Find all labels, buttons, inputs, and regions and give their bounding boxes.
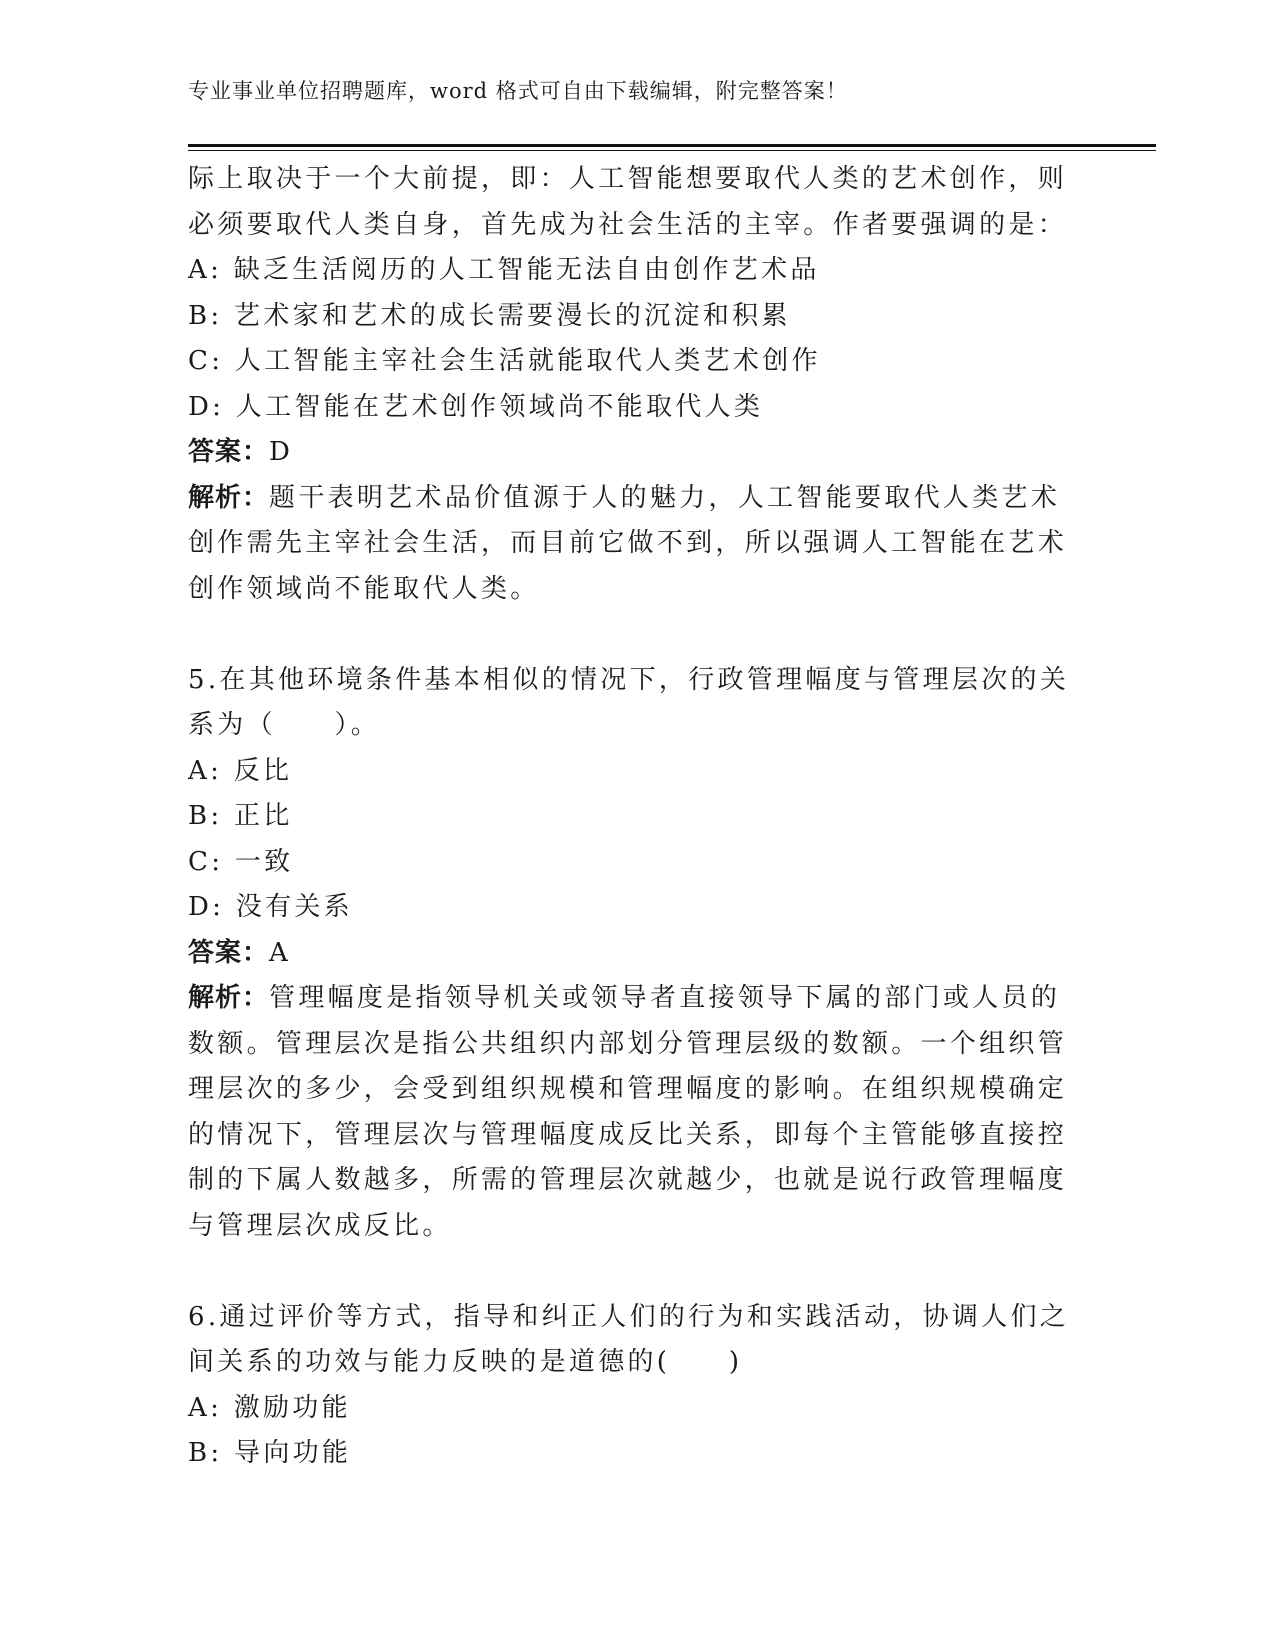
analysis-label: 解析： (188, 983, 270, 1013)
answer-value: A (269, 937, 292, 968)
q5-stem-line: 5.在其他环境条件基本相似的情况下，行政管理幅度与管理层次的关 (188, 664, 1070, 695)
q5-analysis-line (188, 976, 1061, 1022)
q5-analysis-line: 制的下属人数越多，所需的管理层次就越少，也就是说行政管理幅度 (188, 1165, 1068, 1195)
q4-analysis-line (188, 476, 1061, 522)
q4-option-c: C: 人工智能主宰社会生活就能取代人类艺术创作 (188, 346, 821, 376)
q4-stem-line: 际上取决于一个大前提，即：人工智能想要取代人类的艺术创作，则 (188, 164, 1068, 194)
q5-answer (188, 931, 1058, 977)
page-header-text: 专业事业单位招聘题库，word 格式可自由下载编辑，附完整答案！ (188, 79, 848, 103)
q4-stem-line: 必须要取代人类自身，首先成为社会生活的主宰。作者要强调的是： (188, 209, 1068, 240)
q4-analysis-line: 创作需先主宰社会生活，而目前它做不到，所以强调人工智能在艺术 (188, 528, 1068, 558)
q5-option-b: B: 正比 (188, 801, 293, 831)
header-rule-thin (188, 150, 1156, 151)
q6-stem-line: 6.通过评价等方式，指导和纠正人们的行为和实践活动，协调人们之 (188, 1301, 1070, 1332)
header-rule-thick (188, 144, 1156, 147)
q4-option-d: D: 人工智能在艺术创作领域尚不能取代人类 (188, 391, 764, 422)
answer-label: 答案： (188, 437, 270, 467)
q6-stem-line: 间关系的功效与能力反映的是道德的( ) (188, 1347, 743, 1377)
spacer (188, 612, 1058, 658)
analysis-text: 题干表明艺术品价值源于人的魅力，人工智能要取代人类艺术 (269, 482, 1061, 513)
q5-analysis-line: 与管理层次成反比。 (188, 1210, 452, 1241)
q5-analysis-line: 的情况下，管理层次与管理幅度成反比关系，即每个主管能够直接控 (188, 1119, 1068, 1150)
answer-value: D (269, 437, 294, 467)
q4-answer (188, 430, 1058, 476)
q5-option-c: C: 一致 (188, 846, 294, 877)
q5-analysis-line: 数额。管理层次是指公共组织内部划分管理层级的数额。一个组织管 (188, 1028, 1068, 1059)
q4-analysis-line: 创作领域尚不能取代人类。 (188, 573, 540, 604)
q4-option-b: B: 艺术家和艺术的成长需要漫长的沉淀和积累 (188, 300, 791, 331)
q6-option-b: B: 导向功能 (188, 1438, 352, 1468)
q4-option-a: A: 缺乏生活阅历的人工智能无法自由创作艺术品 (188, 255, 820, 285)
q5-option-a: A: 反比 (188, 755, 293, 786)
q5-analysis-line: 理层次的多少，会受到组织规模和管理幅度的影响。在组织规模确定 (188, 1074, 1068, 1104)
analysis-label: 解析： (188, 482, 270, 513)
q5-stem-line: 系为（ ）。 (188, 710, 381, 740)
q6-option-a: A: 激励功能 (188, 1392, 351, 1423)
q5-option-d: D: 没有关系 (188, 892, 353, 922)
answer-label: 答案： (188, 937, 270, 968)
analysis-text: 管理幅度是指领导机关或领导者直接领导下属的部门或人员的 (269, 983, 1061, 1013)
spacer (188, 1249, 1058, 1295)
document-body (188, 157, 1070, 1477)
